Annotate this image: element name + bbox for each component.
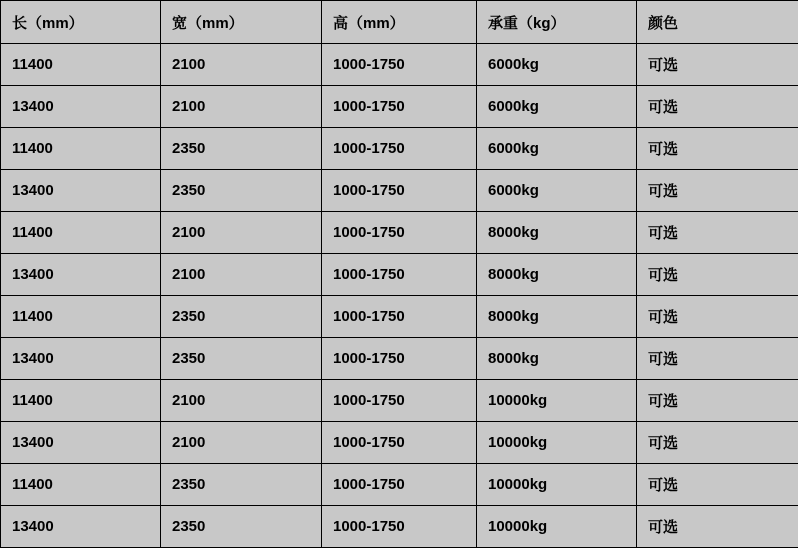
cell-load-capacity: 8000kg: [477, 338, 637, 380]
cell-width: 2350: [161, 296, 322, 338]
cell-length: 13400: [1, 506, 161, 548]
table-row: [1, 506, 798, 548]
cell-width: 2350: [161, 338, 322, 380]
cell-height: 1000-1750: [322, 254, 477, 296]
cell-length: 11400: [1, 212, 161, 254]
cell-load-capacity: 6000kg: [477, 44, 637, 86]
cell-width: 2350: [161, 506, 322, 548]
cell-height: 1000-1750: [322, 464, 477, 506]
cell-color: 可选: [637, 296, 798, 338]
cell-width: 2100: [161, 212, 322, 254]
table-body: [1, 44, 798, 548]
cell-load-capacity: 10000kg: [477, 380, 637, 422]
cell-color: 可选: [637, 128, 798, 170]
table-row: [1, 338, 798, 380]
table-row: [1, 86, 798, 128]
cell-color: 可选: [637, 212, 798, 254]
table-header-row: [1, 1, 798, 44]
cell-width: 2350: [161, 170, 322, 212]
cell-color: 可选: [637, 506, 798, 548]
cell-width: 2350: [161, 464, 322, 506]
cell-length: 11400: [1, 464, 161, 506]
table-row: [1, 170, 798, 212]
cell-load-capacity: 8000kg: [477, 296, 637, 338]
cell-color: 可选: [637, 338, 798, 380]
table-row: [1, 380, 798, 422]
cell-length: 13400: [1, 170, 161, 212]
column-header-height: 高（mm）: [322, 1, 477, 44]
cell-width: 2100: [161, 422, 322, 464]
cell-color: 可选: [637, 422, 798, 464]
cell-length: 13400: [1, 254, 161, 296]
cell-load-capacity: 8000kg: [477, 212, 637, 254]
cell-load-capacity: 6000kg: [477, 170, 637, 212]
cell-color: 可选: [637, 86, 798, 128]
cell-color: 可选: [637, 464, 798, 506]
cell-height: 1000-1750: [322, 296, 477, 338]
cell-height: 1000-1750: [322, 86, 477, 128]
cell-width: 2100: [161, 86, 322, 128]
cell-color: 可选: [637, 254, 798, 296]
cell-load-capacity: 10000kg: [477, 506, 637, 548]
column-header-load-capacity: 承重（kg）: [477, 1, 637, 44]
cell-length: 11400: [1, 128, 161, 170]
cell-height: 1000-1750: [322, 44, 477, 86]
cell-length: 13400: [1, 86, 161, 128]
table-row: [1, 296, 798, 338]
cell-load-capacity: 8000kg: [477, 254, 637, 296]
cell-length: 11400: [1, 296, 161, 338]
table-row: [1, 44, 798, 86]
cell-height: 1000-1750: [322, 380, 477, 422]
table-row: [1, 254, 798, 296]
cell-load-capacity: 6000kg: [477, 128, 637, 170]
cell-length: 13400: [1, 338, 161, 380]
cell-height: 1000-1750: [322, 170, 477, 212]
cell-height: 1000-1750: [322, 506, 477, 548]
cell-width: 2350: [161, 128, 322, 170]
cell-color: 可选: [637, 170, 798, 212]
cell-color: 可选: [637, 380, 798, 422]
cell-height: 1000-1750: [322, 422, 477, 464]
cell-load-capacity: 10000kg: [477, 422, 637, 464]
cell-width: 2100: [161, 44, 322, 86]
table-row: [1, 212, 798, 254]
cell-width: 2100: [161, 380, 322, 422]
cell-width: 2100: [161, 254, 322, 296]
table-row: [1, 128, 798, 170]
column-header-width: 宽（mm）: [161, 1, 322, 44]
table-row: [1, 464, 798, 506]
column-header-length: 长（mm）: [1, 1, 161, 44]
table-header: [1, 1, 798, 44]
cell-load-capacity: 6000kg: [477, 86, 637, 128]
cell-length: 11400: [1, 380, 161, 422]
cell-length: 13400: [1, 422, 161, 464]
cell-load-capacity: 10000kg: [477, 464, 637, 506]
cell-height: 1000-1750: [322, 128, 477, 170]
cell-height: 1000-1750: [322, 338, 477, 380]
cell-color: 可选: [637, 44, 798, 86]
column-header-color: 颜色: [637, 1, 798, 44]
table-row: [1, 422, 798, 464]
cell-height: 1000-1750: [322, 212, 477, 254]
cell-length: 11400: [1, 44, 161, 86]
